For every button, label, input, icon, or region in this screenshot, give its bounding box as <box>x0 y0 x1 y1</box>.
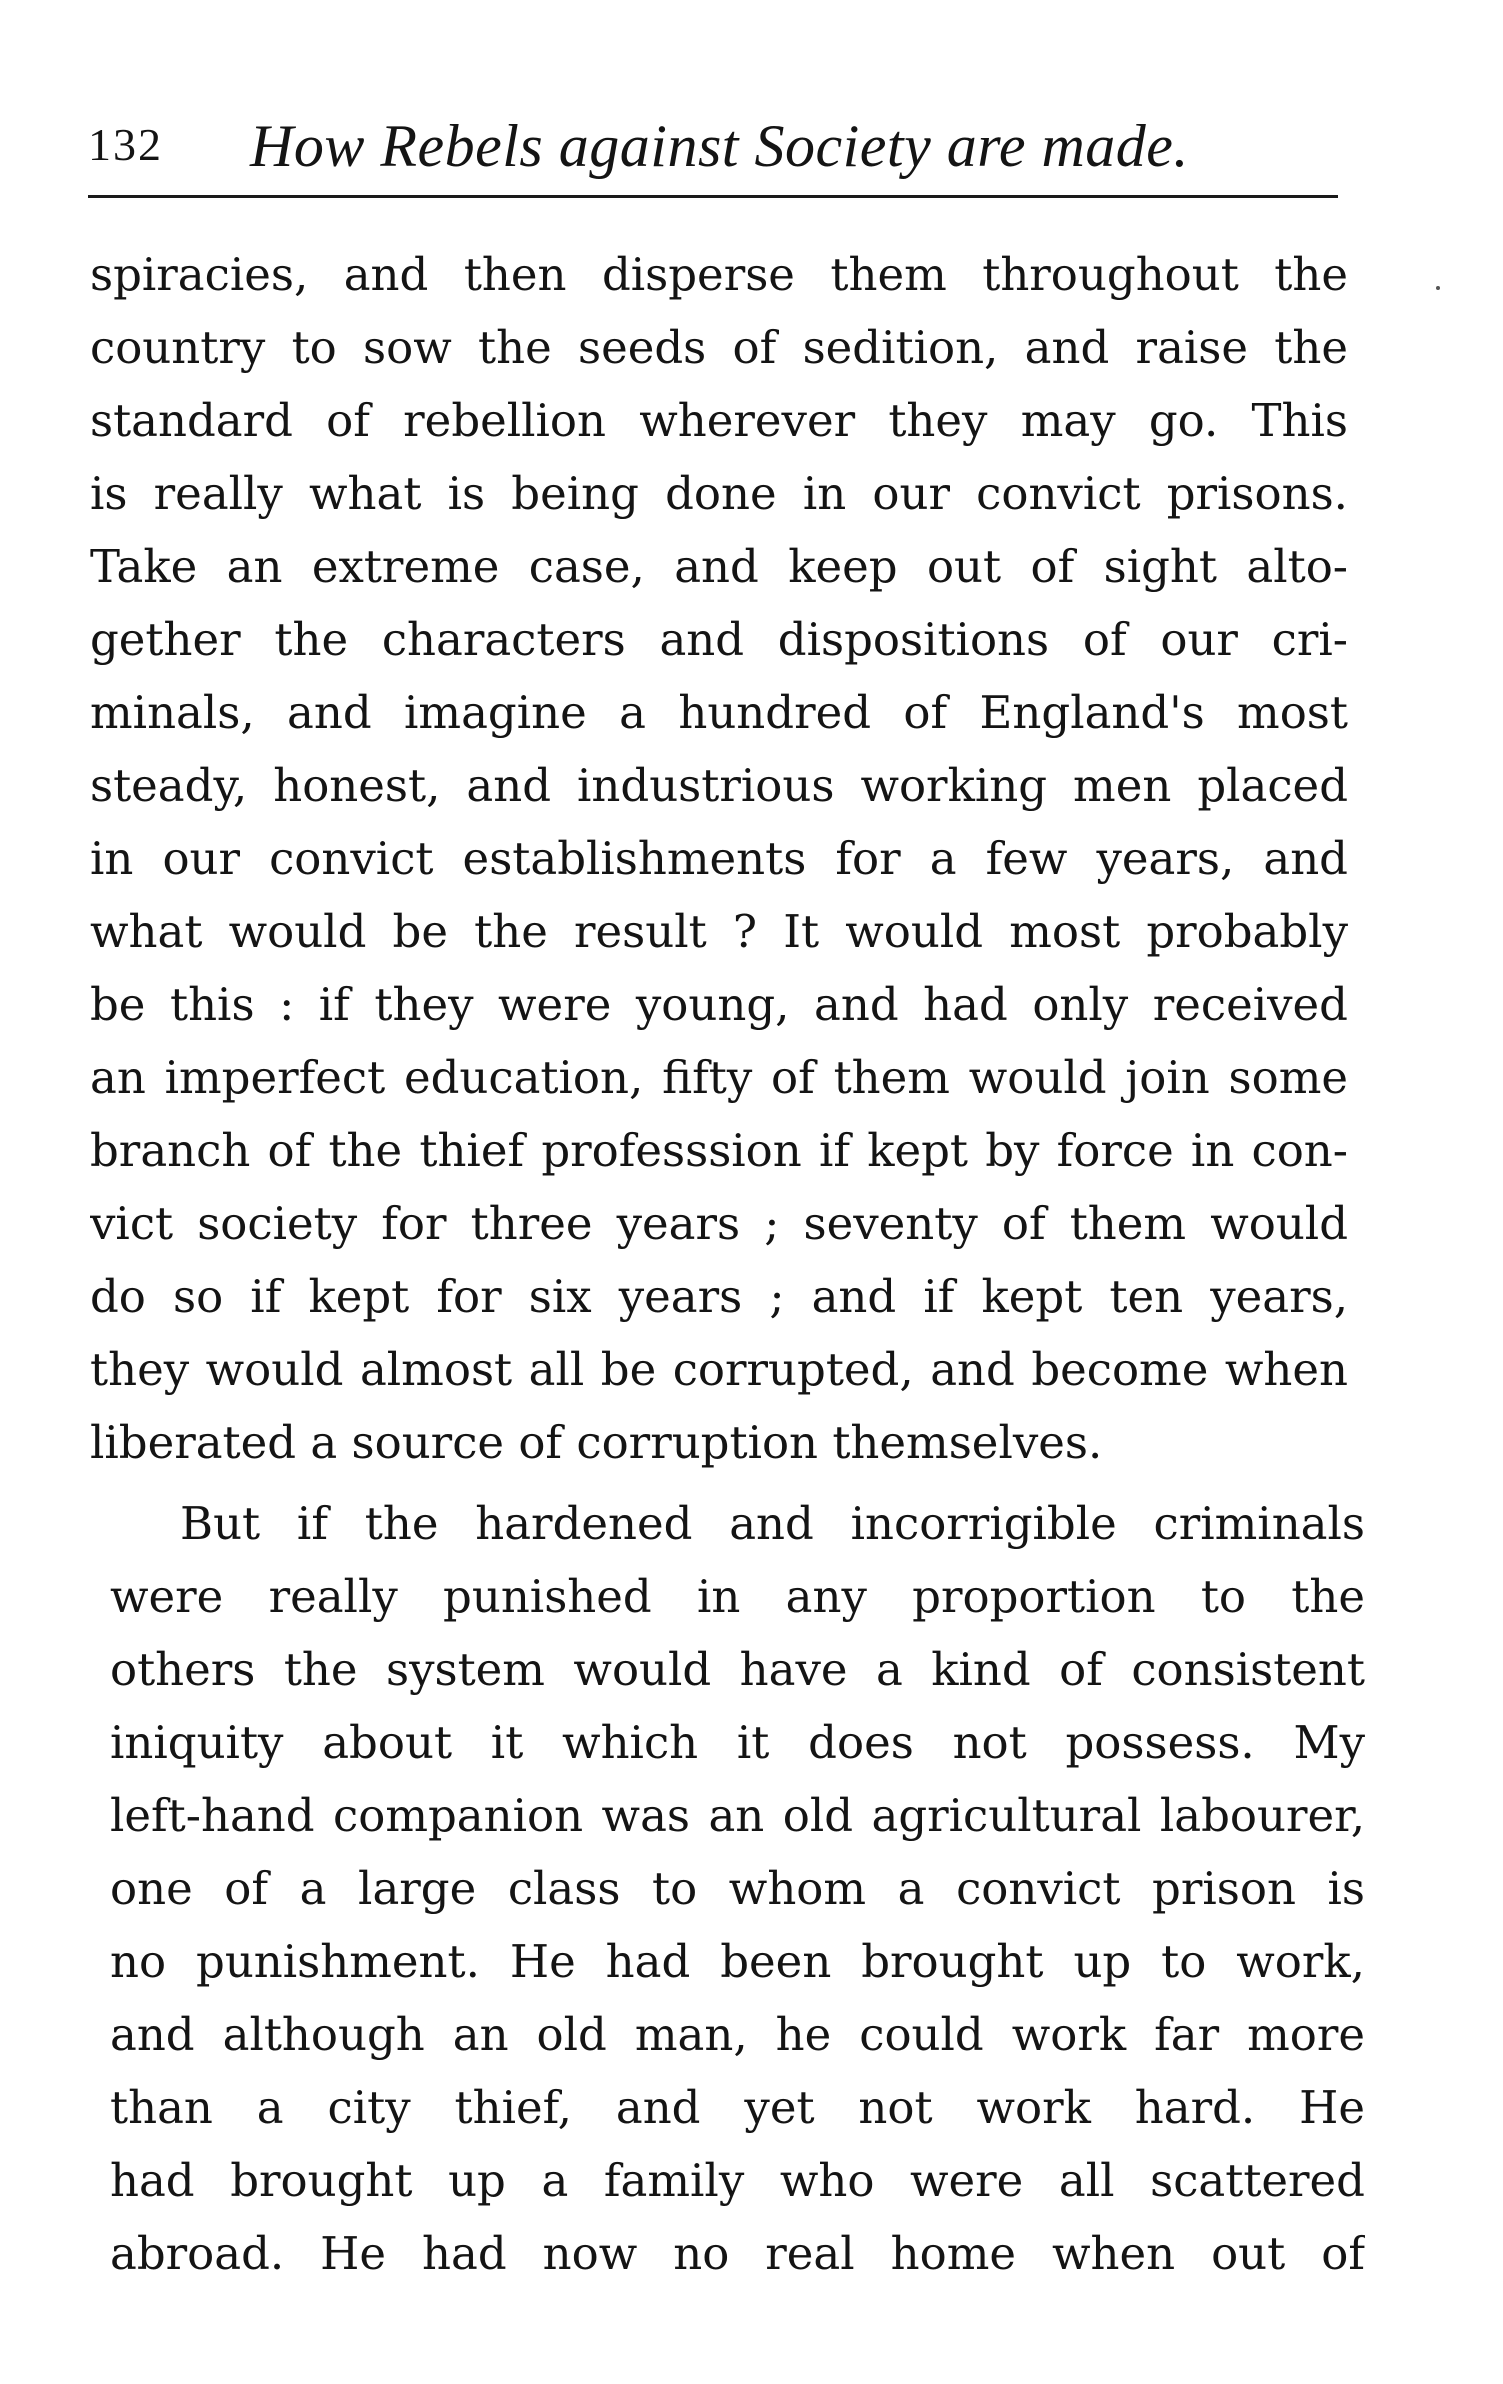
page-number: 132 <box>88 119 163 170</box>
text-line: liberated a source of corruption themselves. <box>90 1416 1103 1469</box>
header-rule <box>88 195 1338 198</box>
text-line: left-hand companion was an old agricultural labourer, <box>110 1789 1365 1842</box>
paragraph-2 <box>110 1487 1365 2290</box>
text-line: is really what is being done in our convict prisons. <box>90 467 1348 520</box>
text-line: abroad. He had now no real home when out of <box>110 2227 1365 2280</box>
text-line: vict society for three years ; seventy of them would <box>90 1197 1348 1250</box>
text-line: minals, and imagine a hundred of England's most <box>90 686 1348 739</box>
print-speck <box>1436 286 1440 290</box>
text-line: were really punished in any proportion to the <box>110 1570 1365 1623</box>
paragraph-1 <box>90 238 1348 1479</box>
text-line: than a city thief, and yet not work hard. He <box>110 2081 1365 2134</box>
text-line: no punishment. He had been brought up to work, <box>110 1935 1365 1988</box>
text-line: gether the characters and dispositions of our cri- <box>90 613 1348 666</box>
text-line: branch of the thief professsion if kept by force in con- <box>90 1124 1348 1177</box>
text-line: an imperfect education, fifty of them would join some <box>90 1051 1348 1104</box>
text-line: and although an old man, he could work far more <box>110 2008 1365 2061</box>
text-line: Take an extreme case, and keep out of sight alto- <box>90 540 1348 593</box>
text-line: iniquity about it which it does not possess. My <box>110 1716 1365 1769</box>
text-line: had brought up a family who were all scattered <box>110 2154 1365 2207</box>
text-line: what would be the result ? It would most probably <box>90 905 1348 958</box>
text-line: do so if kept for six years ; and if kept ten years, <box>90 1270 1348 1323</box>
text-line: standard of rebellion wherever they may go. This <box>90 394 1348 447</box>
text-line: they would almost all be corrupted, and become when <box>90 1343 1348 1396</box>
text-line: steady, honest, and industrious working men placed <box>90 759 1348 812</box>
text-line: others the system would have a kind of consistent <box>110 1643 1365 1696</box>
text-line: country to sow the seeds of sedition, and raise the <box>90 321 1348 374</box>
running-title: How Rebels against Society are made. <box>250 113 1189 179</box>
text-line: But if the hardened and incorrigible criminals <box>180 1497 1365 1550</box>
text-line: spiracies, and then disperse them throughout the <box>90 248 1348 301</box>
running-head <box>88 112 1338 186</box>
text-line: one of a large class to whom a convict prison is <box>110 1862 1365 1915</box>
text-line: in our convict establishments for a few years, and <box>90 832 1348 885</box>
text-line: be this : if they were young, and had only received <box>90 978 1348 1031</box>
